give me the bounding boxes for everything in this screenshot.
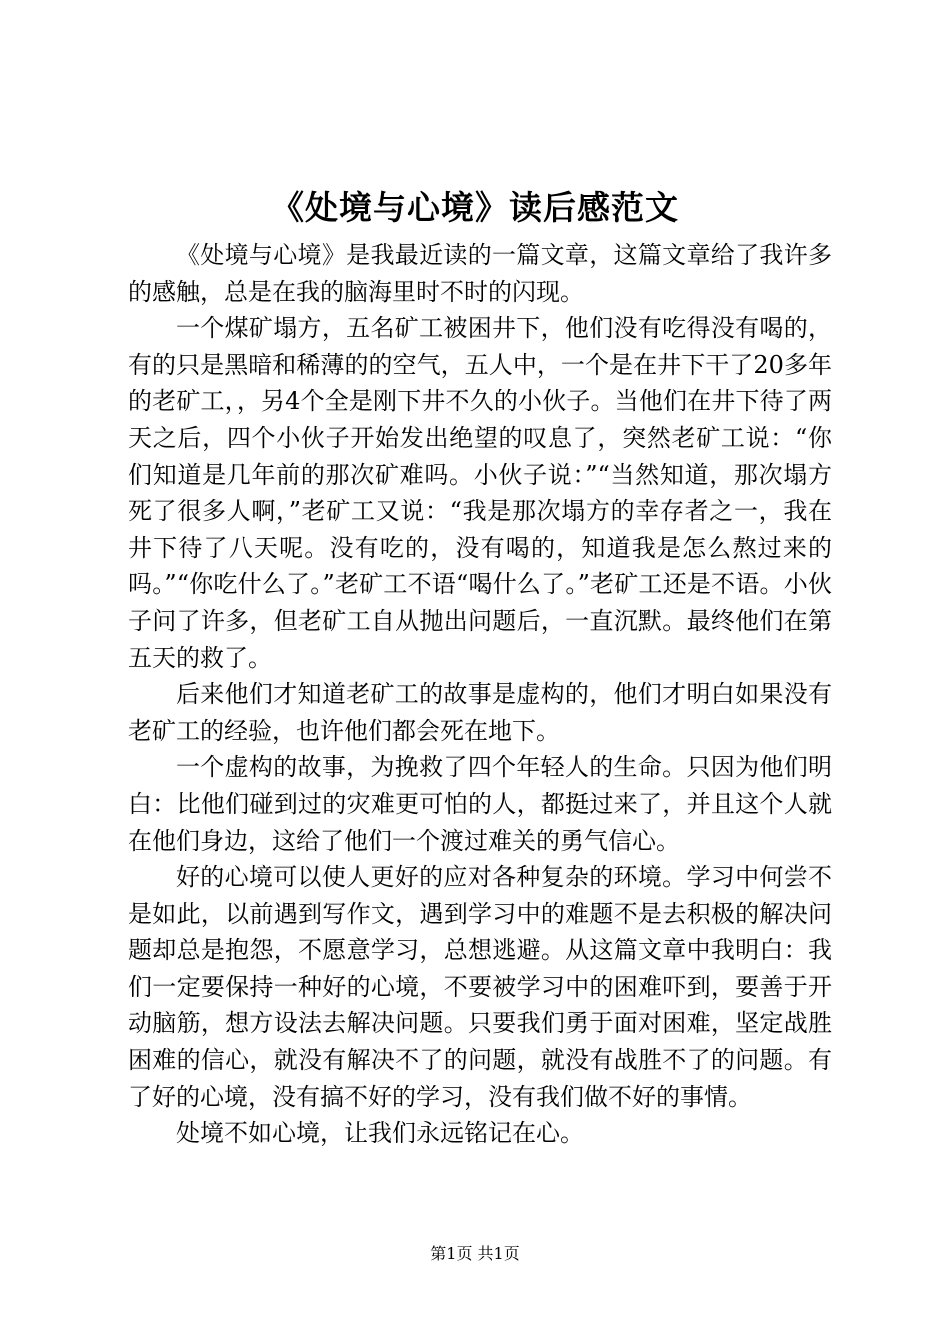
document-title: 《处境与心境》读后感范文 xyxy=(271,188,679,227)
paragraph-reflection: 好的心境可以使人更好的应对各种复杂的环境。学习中何尝不是如此，以前遇到写作文，遇到学习中的难题不是去积极的解决问题却总是抱怨，不愿意学习，总想逃避。从这篇文章中我明白：我们一定要保持一种好的心境，不要被学习中的困难吓到，要善于开动脑筋，想方设法去解决问题。只要我们勇于面对困难，坚定战胜困难的信心，就没有解决不了的问题，就没有战胜不了的问题。有了好的心境，没有搞不好的学习，没有我们做不好的事情。 xyxy=(128,863,832,1111)
paragraph-conclusion: 处境不如心境，让我们永远铭记在心。 xyxy=(176,1119,584,1148)
paragraph-revelation: 后来他们才知道老矿工的故事是虚构的，他们才明白如果没有老矿工的经验，也许他们都会死在地下。 xyxy=(128,680,832,745)
document-body xyxy=(128,237,832,1152)
page-footer: 第1页 共1页 xyxy=(430,1244,520,1263)
paragraph-intro: 《处境与心境》是我最近读的一篇文章，这篇文章给了我许多的感触，总是在我的脑海里时不时的闪现。 xyxy=(128,241,832,306)
paragraph-story: 一个煤矿塌方，五名矿工被困井下，他们没有吃得没有喝的，有的只是黑暗和稀薄的的空气，五人中，一个是在井下干了20多年的老矿工，，另4个全是刚下井不久的小伙子。当他们在井下待了两天之后，四个小伙子开始发出绝望的叹息了，突然老矿工说：“你们知道是几年前的那次矿难吗。小伙子说：”“当然知道，那次塌方死了很多人啊，”老矿工又说：“我是那次塌方的幸存者之一，我在井下待了八天呢。没有吃的，没有喝的，知道我是怎么熬过来的吗。”“你吃什么了。”老矿工不语“喝什么了。”老矿工还是不语。小伙子问了许多，但老矿工自从抛出问题后，一直沉默。最终他们在第五天的救了。 xyxy=(128,314,832,672)
paragraph-meaning: 一个虚构的故事，为挽救了四个年轻人的生命。只因为他们明白：比他们碰到过的灾难更可怕的人，都挺过来了，并且这个人就在他们身边，这给了他们一个渡过难关的勇气信心。 xyxy=(128,753,832,855)
